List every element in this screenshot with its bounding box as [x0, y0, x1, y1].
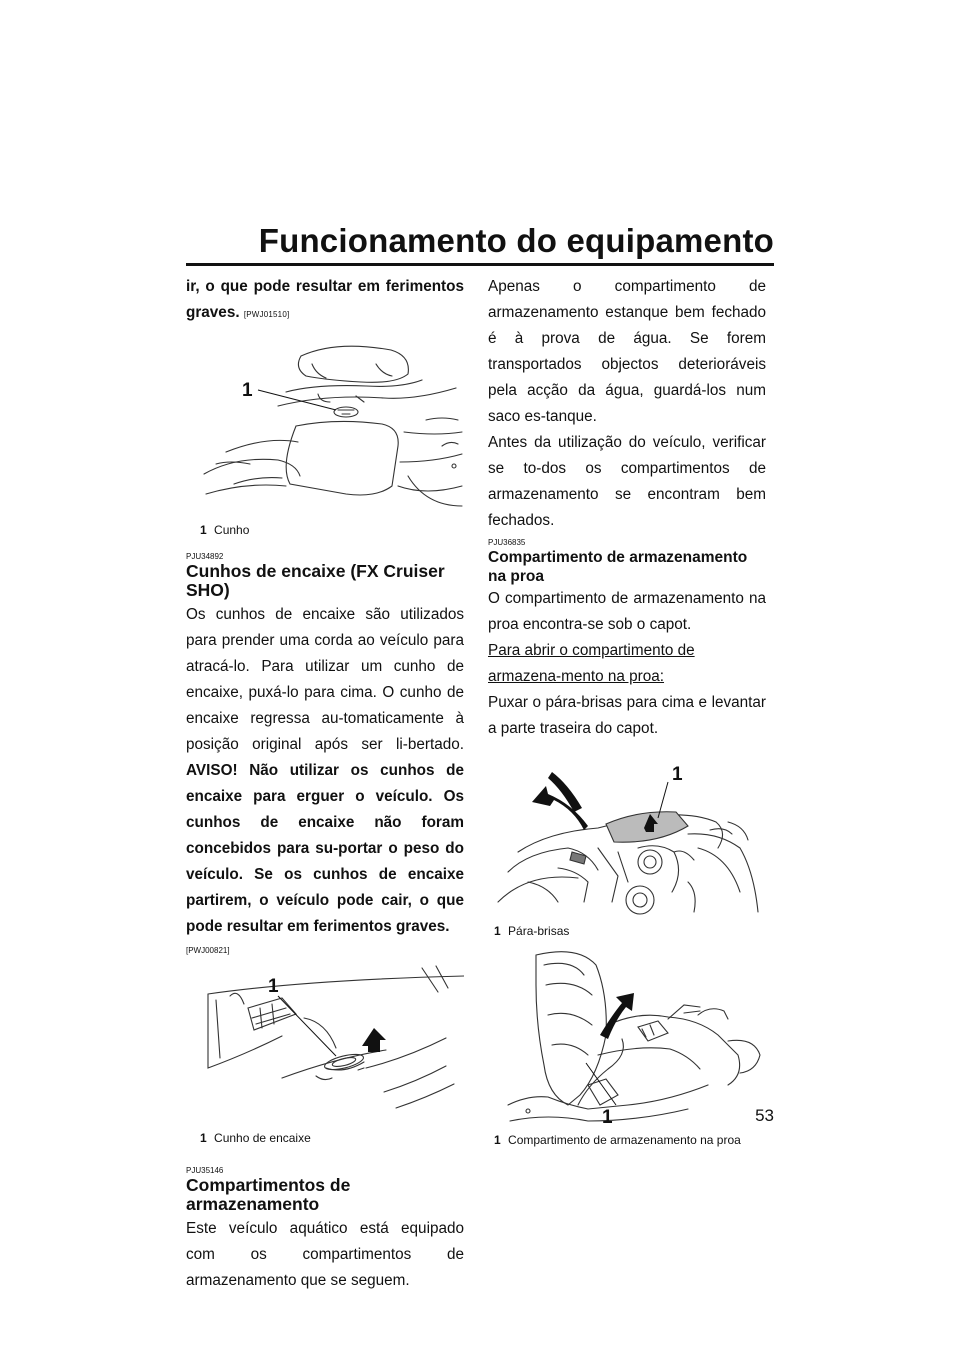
- fig1-caption-text: Cunho: [214, 523, 250, 537]
- fig4-caption-num: 1: [494, 1133, 501, 1147]
- right-para2: Antes da utilização do veículo, verificar se to-dos os compartimentos de armazenamento se encontram bem fechados.: [488, 434, 766, 529]
- fig3-caption-num: 1: [494, 924, 501, 938]
- fig1-caption: [200, 522, 464, 538]
- fig4-callout: 1: [602, 1107, 613, 1128]
- fig3-callout: 1: [672, 764, 683, 785]
- sec1-title: Cunhos de encaixe (FX Cruiser SHO): [186, 561, 445, 600]
- sec3-code: PJU36835: [488, 538, 526, 547]
- intro-warning-code: [PWJ01510]: [243, 310, 290, 319]
- header-rule: [186, 263, 774, 266]
- sec3-step: Puxar o pára-brisas para cima e levantar a parte traseira do capot.: [488, 694, 766, 737]
- fig3-caption: [494, 923, 766, 939]
- sec1-code: PJU34892: [186, 552, 224, 561]
- sec2-title: Compartimentos de armazenamento: [186, 1175, 351, 1214]
- bow-storage-illustration: [488, 945, 766, 1130]
- fig2-caption-num: 1: [200, 1131, 207, 1145]
- fig2-caption-text: Cunho de encaixe: [214, 1131, 311, 1145]
- page-number: 53: [755, 1106, 774, 1125]
- page-title: Funcionamento do equipamento: [258, 222, 774, 259]
- fig4-caption: [494, 1132, 766, 1148]
- sec1-paragraph: [186, 602, 464, 940]
- figure-windshield: [488, 752, 766, 939]
- sec1-warning-code: [PWJ00821]: [186, 946, 230, 955]
- sec3-title: Compartimento de armazenamento na proa: [488, 549, 748, 585]
- fig2-caption: [200, 1130, 464, 1146]
- fig3-caption-text: Pára-brisas: [508, 924, 570, 938]
- figure-cleat: [186, 336, 464, 538]
- sec3-text: O compartimento de armazenamento na proa encontra-se sob o capot.: [488, 590, 766, 633]
- sec2-code: PJU35146: [186, 1166, 224, 1175]
- intro-warning-text: [186, 274, 464, 328]
- left-column: [186, 274, 464, 1294]
- windshield-illustration: [488, 752, 766, 917]
- mooring-cleat-illustration: [186, 958, 464, 1128]
- right-para1: Apenas o compartimento de armazenamento estanque bem fechado é à prova de água. Se forem transportados objectos deterioráveis pela acção da água, guardá-los num saco es-tanque.: [488, 278, 766, 425]
- figure-mooring-cleat: [186, 958, 464, 1146]
- fig2-callout: 1: [268, 976, 279, 997]
- sec1-warning: AVISO! Não utilizar os cunhos de encaixe para erguer o veículo. Os cunhos de encaixe não foram concebidos para su-portar o peso do veículo. Se os cunhos de encaixe partirem, o veículo pode cair, o que pode resultar em ferimentos graves.: [186, 762, 464, 935]
- fig4-caption-text: Compartimento de armazenamento na proa: [508, 1133, 741, 1147]
- cleat-illustration: [186, 336, 464, 516]
- fig1-callout: 1: [242, 380, 253, 401]
- right-column: [488, 274, 766, 1148]
- sec3-subhead: Para abrir o compartimento de armazena-mento na proa:: [488, 642, 695, 685]
- fig1-caption-num: 1: [200, 523, 207, 537]
- sec1-text: Os cunhos de encaixe são utilizados para prender uma corda ao veículo para atracá-lo. Para utilizar um cunho de encaixe, puxá-lo para cima. O cunho de encaixe regressa au-tomaticamente à posição original após ser li-bertado.: [186, 606, 464, 753]
- sec2-text: Este veículo aquático está equipado com os compartimentos de armazenamento que se seguem.: [186, 1220, 464, 1289]
- figure-bow-storage: [488, 945, 766, 1148]
- intro-warning-bold: ir, o que pode resultar em ferimentos graves.: [186, 278, 464, 321]
